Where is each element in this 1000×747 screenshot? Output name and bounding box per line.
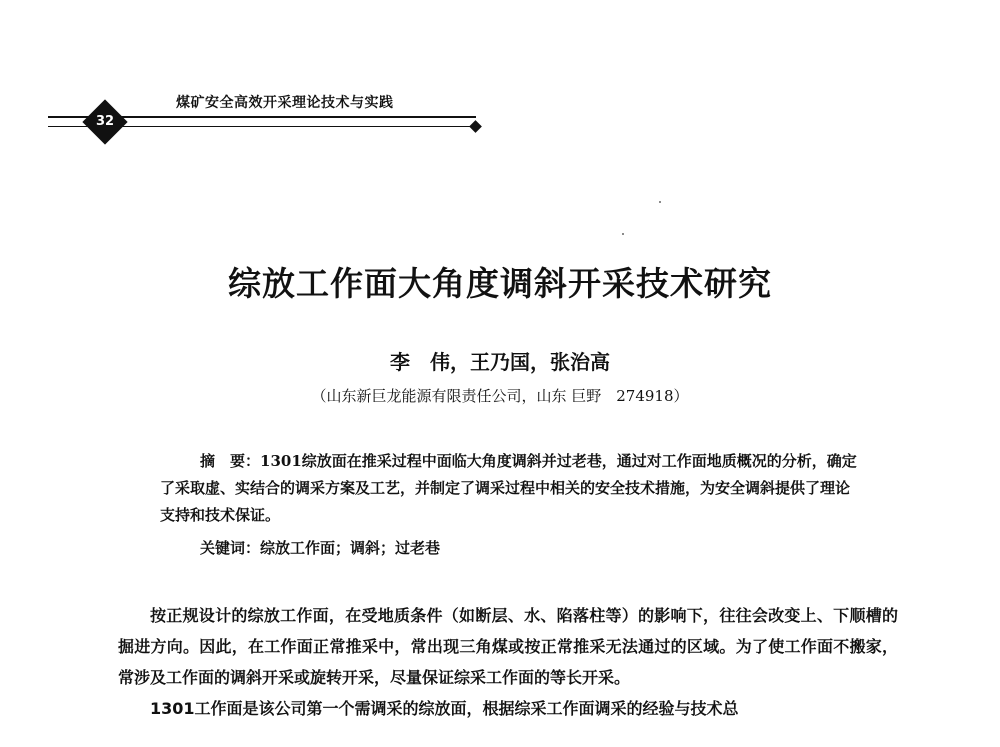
paper-title: 综放工作面大角度调斜开采技术研究 — [228, 264, 772, 303]
page-number: 32 — [95, 114, 115, 129]
paper-affiliation: （山东新巨龙能源有限责任公司，山东 巨野 274918） — [311, 387, 689, 405]
paper-authors: 李 伟，王乃国，张治高 — [390, 350, 610, 374]
keywords-text: 综放工作面；调斜；过老巷 — [260, 539, 441, 557]
scan-speck — [622, 233, 624, 235]
body-paragraph-1: 按正规设计的综放工作面，在受地质条件（如断层、水、陷落柱等）的影响下，往往会改变上、下顺槽的掘进方向。因此，在工作面正常推采中，常出现三角煤或按正常推采无法通过的区域。为了使工作面不搬家，常涉及工作面的调斜开采或旋转开采，尽量保证综采工作面的等长开采。 — [118, 606, 898, 687]
keywords — [200, 537, 440, 558]
body-text — [118, 600, 898, 724]
abstract-label: 摘 要： — [200, 452, 261, 470]
body-paragraph-2: 1301工作面是该公司第一个需调采的综放面，根据综采工作面调采的经验与技术总 — [150, 699, 739, 718]
book-title: 煤矿安全高效开采理论技术与实践 — [176, 95, 394, 111]
keywords-label: 关键词： — [200, 539, 261, 557]
abstract-text: 1301综放面在推采过程中面临大角度调斜并过老巷，通过对工作面地质概况的分析，确定了采取虚、实结合的调采方案及工艺，并制定了调采过程中相关的安全技术措施，为安全调斜提供了理论支持和技术保证。 — [160, 452, 857, 524]
abstract — [160, 448, 860, 529]
scan-speck — [659, 201, 661, 203]
rule-end-diamond-icon — [469, 120, 482, 133]
